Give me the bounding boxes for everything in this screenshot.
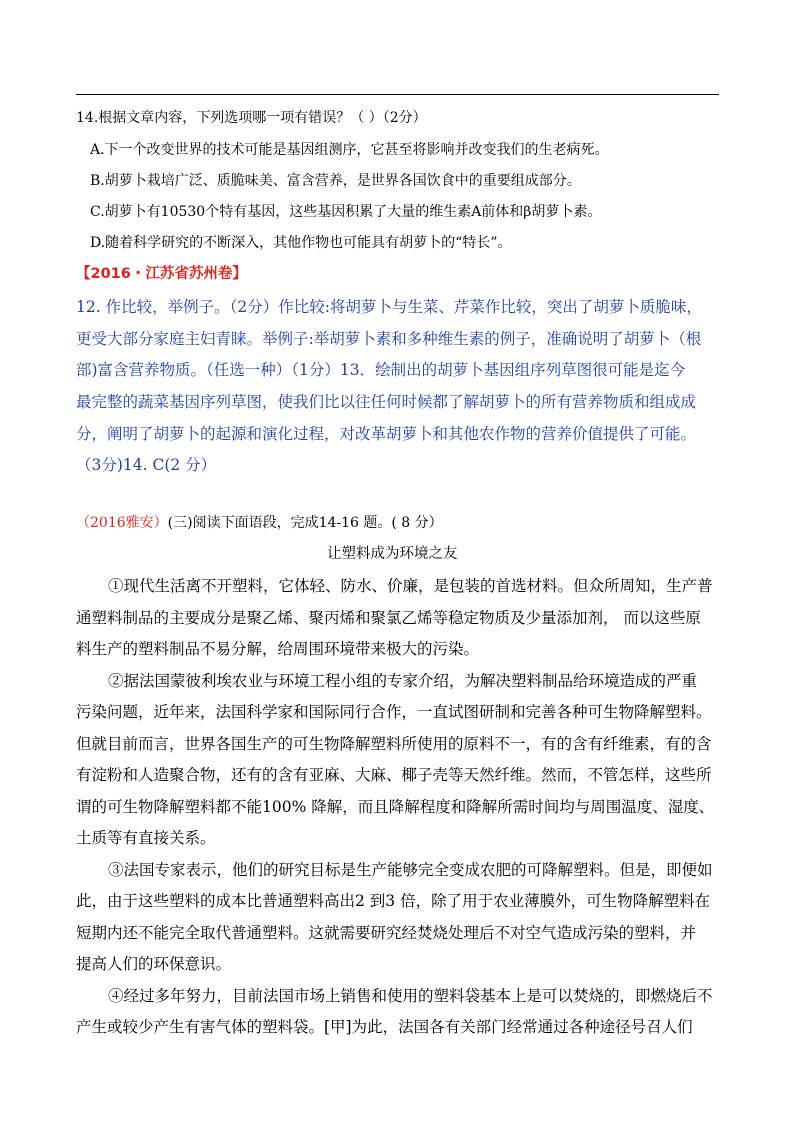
passage-line: 通塑料制品的主要成分是聚乙烯、聚丙烯和聚氯乙烯等稳定物质及少量添加剂， 而以这些原 [76,609,701,627]
question-stem: 14.根据文章内容，下列选项哪一项有错误？（ ）（2分） [76,110,427,126]
answer-line: （3分)14. C(2 分） [76,456,217,474]
answer-line: 部)富含营养物质。（任选一种）（1分）13．绘制出的胡萝卜基因组序列草图很可能是迄今 [76,361,686,379]
answer-line: 12. 作比较，举例子。（2分）作比较:将胡萝卜与生菜、芹菜作比较，突出了胡萝卜质脆味， [76,298,702,316]
section-source: （2016雅安） [76,515,168,531]
passage-line: 料生产的塑料制品不易分解，给周围环境带来极大的污染。 [76,640,480,658]
passage-line: 此，由于这些塑料的成本比普通塑料高出2 到3 倍，除了用于农业薄膜外，可生物降解塑料在 [76,892,711,910]
passage-line: 提高人们的环保意识。 [76,955,232,973]
passage-line: 但就目前而言，世界各国生产的可生物降解塑料所使用的原料不一，有的含有纤维素，有的含 [76,735,712,753]
passage-line: 产生或较少产生有害气体的塑料袋。[甲]为此，法国各有关部门经常通过各种途径号召人们 [76,1018,693,1036]
passage-line: ②据法国蒙彼利埃农业与环境工程小组的专家介绍，为解决塑料制品给环境造成的严重 [108,672,698,690]
answer-source-tag: 【2016・江苏省苏州卷】 [76,266,247,282]
answer-line: 更受大部分家庭主妇青睐。举例子:举胡萝卜素和多种维生素的例子，准确说明了胡萝卜（根 [76,330,702,348]
option-d: D.随着科学研究的不断深入，其他作物也可能具有胡萝卜的“特长”。 [90,235,512,251]
passage-line: ③法国专家表示，他们的研究目标是生产能够完全变成农肥的可降解塑料。但是，即便如 [108,861,713,879]
passage-line: 污染问题，近年来，法国科学家和国际同行合作，一直试图研制和完善各种可生物降解塑料。 [76,703,712,721]
section-header [76,512,443,532]
passage-line: 有淀粉和人造聚合物，还有的含有亚麻、大麻、椰子壳等天然纤维。然而，不管怎样，这些所 [76,766,712,784]
option-a: A.下一个改变世界的技术可能是基因组测序，它甚至将影响并改变我们的生老病死。 [90,142,609,158]
passage-line: 短期内还不能完全取代普通塑料。这就需要研究经焚烧处理后不对空气造成污染的塑料，并 [76,924,697,942]
header-rule [76,94,719,95]
answer-line: 分，阐明了胡萝卜的起源和演化过程，对改革胡萝卜和其他农作物的营养价值提供了可能。 [76,425,697,443]
passage-line: ④经过多年努力，目前法国市场上销售和使用的塑料袋基本上是可以焚烧的，即燃烧后不 [108,987,713,1005]
option-b: B.胡萝卜栽培广泛、质脆味美、富含营养，是世界各国饮食中的重要组成部分。 [90,173,581,189]
passage-title: 让塑料成为环境之友 [327,546,458,562]
answer-line: 最完整的蔬菜基因序列草图，使我们比以往任何时候都了解胡萝卜的所有营养物质和组成成 [76,393,697,411]
section-instruction: (三)阅读下面语段，完成14-16 题。( 8 分） [167,515,443,531]
passage-line: 谓的可生物降解塑料都不能100% 降解，而且降解程度和降解所需时间均与周围温度、湿度、 [76,798,715,816]
passage-line: ①现代生活离不开塑料，它体轻、防水、价廉，是包装的首选材料。但众所周知，生产普 [108,577,713,595]
option-c: C.胡萝卜有10530个特有基因，这些基因积累了大量的维生素A前体和β胡萝卜素。 [90,204,602,220]
passage-line: 土质等有直接关系。 [76,829,216,847]
